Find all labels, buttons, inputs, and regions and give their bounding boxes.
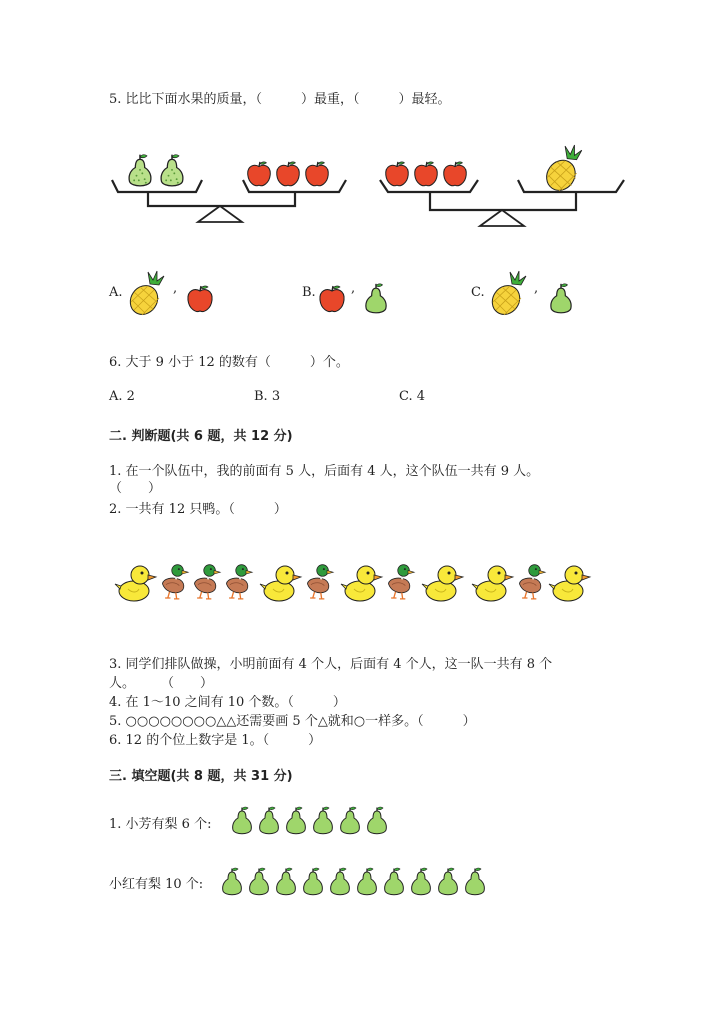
q6-text: 6. 大于 9 小于 12 的数有（ ）个。 (109, 355, 349, 370)
duck-icon (469, 562, 515, 604)
pear-icon (436, 867, 460, 897)
pear-icon (338, 806, 362, 836)
pears-row-1 (230, 806, 410, 838)
pear-icon (220, 867, 244, 897)
judgment-item-6: 6. 12 的个位上数字是 1。（ ） (109, 733, 322, 748)
q5-option-a-comma: , (173, 281, 178, 296)
pear-icon (328, 867, 352, 897)
pear-icon (382, 867, 406, 897)
pear-icon (257, 806, 281, 836)
q5-option-b: B. (302, 285, 316, 300)
judgment-item-5: 5. ○○○○○○○○△△还需要画 5 个△就和○一样多。（ ） (109, 714, 476, 729)
pear-icon (284, 806, 308, 836)
judgment-item-2: 2. 一共有 12 只鸭。（ ） (109, 502, 287, 517)
q6-option-b: B. 3 (254, 389, 281, 404)
pineapple-icon (486, 270, 530, 316)
pear-icon (126, 153, 154, 189)
ducks-row (112, 558, 592, 606)
q5-option-c: C. (471, 285, 485, 300)
mallard-duck-icon (158, 560, 190, 604)
judgment-item-3: 3. 同学们排队做操，小明前面有 4 个人，后面有 4 个人，这一队一共有 8 个 (109, 657, 553, 672)
pineapple-icon (124, 270, 168, 316)
mallard-duck-icon (303, 560, 335, 604)
duck-icon (112, 562, 158, 604)
pear-icon (230, 806, 254, 836)
apple-icon (441, 160, 469, 188)
pear-icon (463, 867, 487, 897)
pear-icon (363, 282, 389, 316)
apple-icon (317, 284, 347, 314)
pear-icon (311, 806, 335, 836)
apple-icon (383, 160, 411, 188)
pear-icon (158, 153, 186, 189)
duck-icon (338, 562, 384, 604)
pear-icon (355, 867, 379, 897)
q6-option-c: C. 4 (399, 389, 426, 404)
apple-icon (412, 160, 440, 188)
q5-text: 5. 比比下面水果的质量，（ ）最重，（ ）最轻。 (109, 92, 451, 107)
fill-item-2-label: 小红有梨 10 个: (109, 877, 204, 892)
judgment-item-1-paren: （ ） (109, 481, 162, 496)
duck-icon (546, 562, 592, 604)
q6-option-a: A. 2 (109, 389, 135, 404)
mallard-duck-icon (515, 560, 547, 604)
pear-icon (301, 867, 325, 897)
pear-icon (365, 806, 389, 836)
apple-icon (274, 160, 302, 188)
duck-icon (257, 562, 303, 604)
mallard-duck-icon (384, 560, 416, 604)
judgment-item-3-cont: 人。 （ ） (109, 676, 214, 691)
apple-icon (245, 160, 273, 188)
section2-title: 二. 判断题(共 6 题，共 12 分) (109, 429, 293, 444)
q5-option-c-comma: , (534, 281, 539, 296)
section3-title: 三. 填空题(共 8 题，共 31 分) (109, 769, 293, 784)
apple-icon (303, 160, 331, 188)
pear-icon (409, 867, 433, 897)
fill-item-1-label: 1. 小芳有梨 6 个: (109, 817, 212, 832)
pear-icon (274, 867, 298, 897)
judgment-item-1: 1. 在一个队伍中，我的前面有 5 人，后面有 4 人，这个队伍一共有 9 人。 (109, 464, 540, 479)
pear-icon (247, 867, 271, 897)
pineapple-icon (540, 144, 586, 192)
mallard-duck-icon (190, 560, 222, 604)
judgment-item-4: 4. 在 1～10 之间有 10 个数。（ ） (109, 695, 346, 710)
pears-row-2 (220, 867, 500, 899)
apple-icon (185, 284, 215, 314)
mallard-duck-icon (222, 560, 254, 604)
q5-option-a: A. (109, 285, 123, 300)
q5-option-b-comma: , (351, 281, 356, 296)
duck-icon (419, 562, 465, 604)
pear-icon (548, 282, 574, 316)
